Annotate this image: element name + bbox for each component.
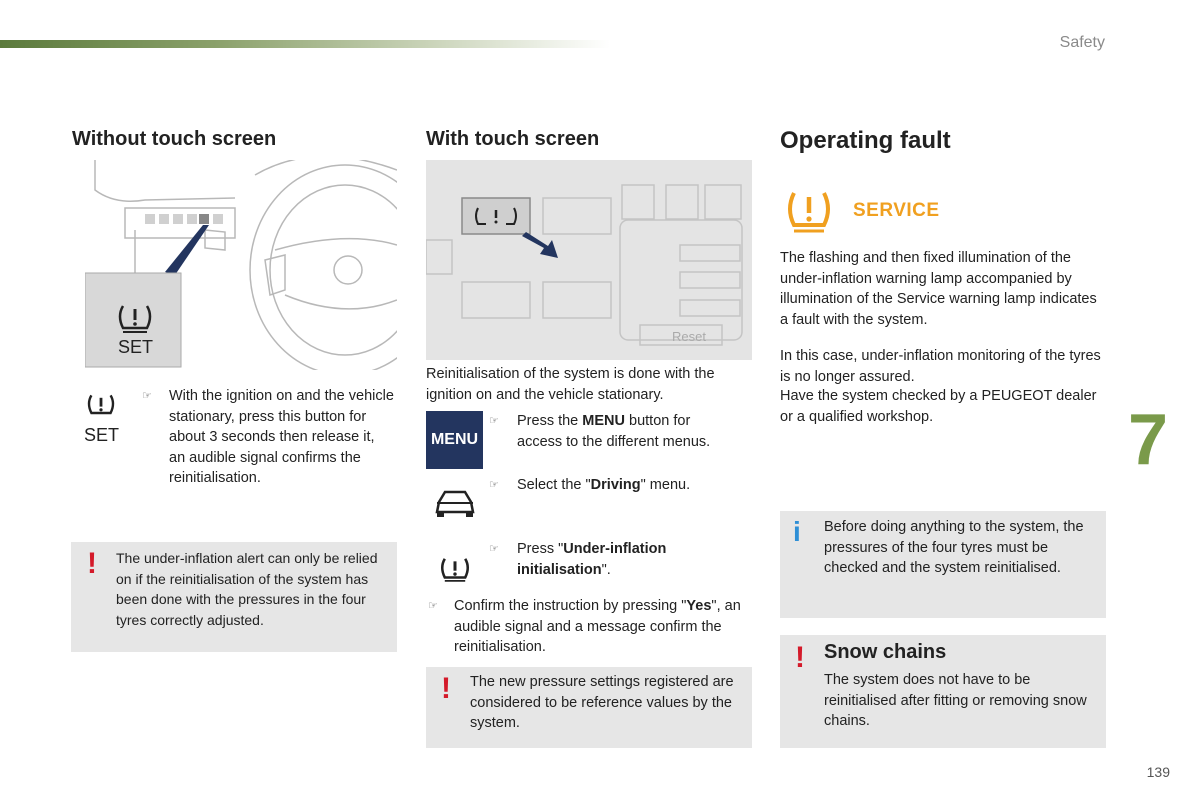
middle-step3: Press "Under-inflation initialisation".	[517, 541, 667, 578]
menu-button: MENU	[426, 411, 483, 469]
right-para1: The flashing and then fixed illumination of the under-inflation warning lamp accompanied by illumination of the Service warning lamp indicates a fault with the system.	[780, 250, 1097, 328]
bullet-icon: ☞	[489, 543, 499, 555]
info-icon: i	[793, 516, 801, 547]
middle-step1: Press the MENU button for access to the different menus.	[517, 413, 711, 450]
bullet-icon: ☞	[489, 415, 499, 427]
middle-title: With touch screen	[426, 128, 600, 150]
bullet-icon: ☞	[489, 479, 499, 491]
car-icon	[433, 488, 477, 520]
tyre-warning-icon	[85, 390, 117, 420]
right-para2: In this case, under-inflation monitoring of the tyres is no longer assured.	[780, 348, 1101, 385]
middle-intro: Reinitialisation of the system is done with the ignition on and the vehicle stationary.	[426, 366, 715, 403]
right-title: Operating fault	[780, 127, 951, 154]
tyre-warning-icon	[115, 302, 155, 334]
chapter-number: 7	[1128, 400, 1169, 480]
left-alert-text: The under-inflation alert can only be relied on if the reinitialisation of the system has been done with the pressures in the four tyres correctly adjusted.	[116, 550, 378, 628]
right-para3: Have the system checked by a PEUGEOT dealer or a qualified workshop.	[780, 388, 1097, 425]
tyre-warning-icon	[438, 554, 472, 584]
touchscreen-illustration	[426, 160, 752, 360]
service-warning-label: SERVICE	[853, 200, 940, 221]
left-step-text: With the ignition on and the vehicle stationary, press this button for about 3 seconds then release it, an audible signal confirms the reinitialisation.	[169, 388, 394, 486]
left-title: Without touch screen	[72, 128, 277, 150]
warning-exclamation-icon: !	[87, 547, 97, 580]
middle-note-text: The new pressure settings registered are considered to be reference values by the system.	[470, 674, 734, 731]
screen-reset-label: Reset	[672, 329, 706, 344]
header-rule	[0, 40, 610, 48]
bullet-icon: ☞	[142, 390, 152, 402]
snow-chains-title: Snow chains	[824, 641, 947, 663]
middle-step2: Select the "Driving" menu.	[517, 477, 691, 493]
set-button-label: SET	[118, 337, 154, 357]
bullet-icon: ☞	[428, 600, 438, 612]
section-label: Safety	[1059, 34, 1105, 51]
page-number: 139	[1146, 764, 1170, 780]
warning-exclamation-icon: !	[441, 672, 451, 705]
set-icon-label: SET	[84, 425, 120, 445]
right-info-text: Before doing anything to the system, the pressures of the four tyres must be checked and the system reinitialised.	[824, 519, 1084, 576]
tyre-warning-amber-icon	[784, 189, 834, 235]
snow-chains-text: The system does not have to be reinitialised after fitting or removing snow chains.	[824, 672, 1087, 729]
middle-step4: Confirm the instruction by pressing "Yes", an audible signal and a message confirm the reinitialisation.	[454, 598, 741, 655]
warning-exclamation-icon: !	[795, 641, 805, 674]
